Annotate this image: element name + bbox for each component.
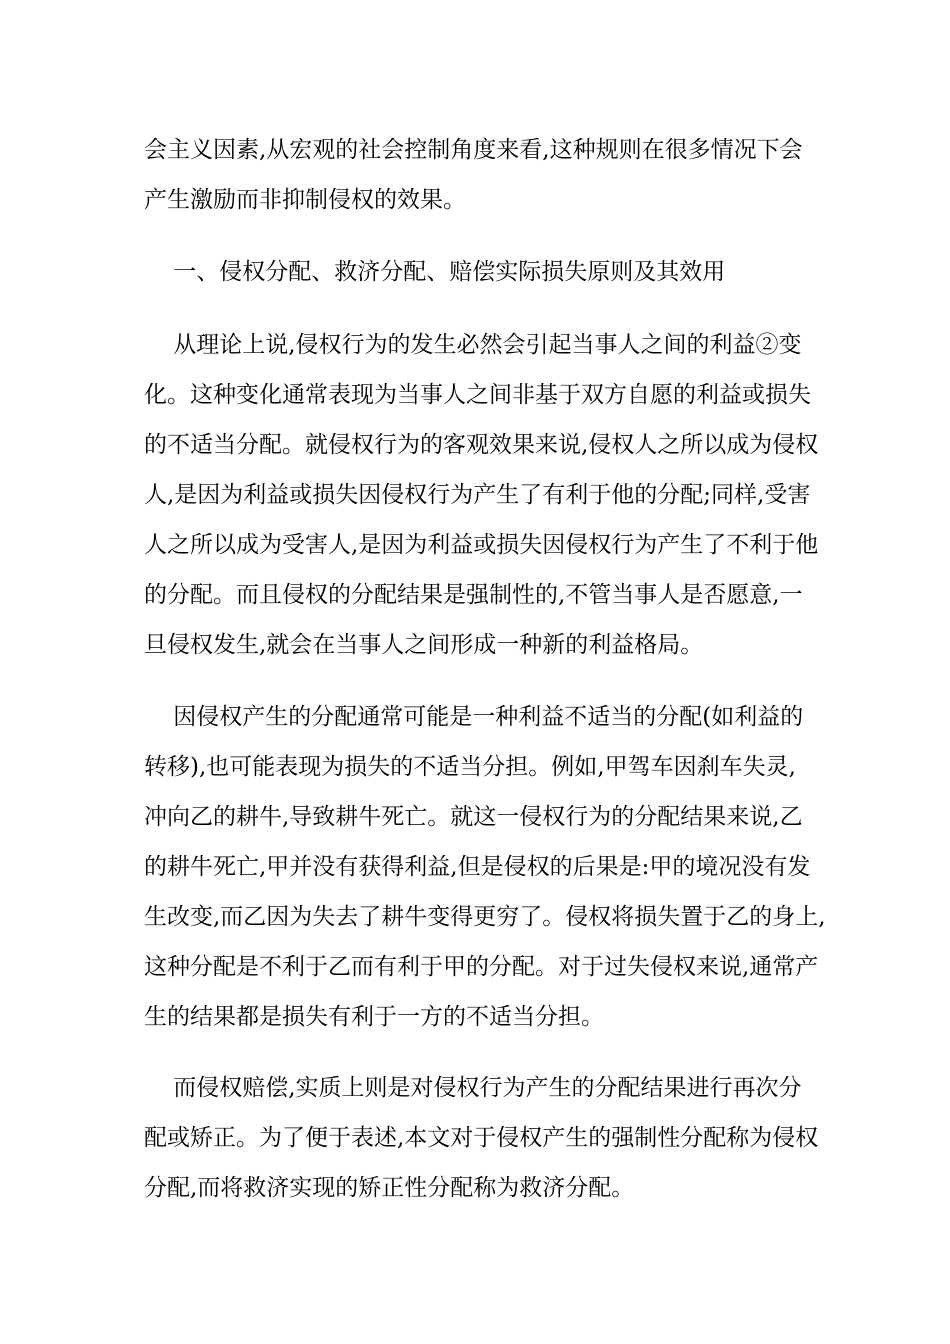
text-line: 旦侵权发生,就会在当事人之间形成一种新的利益格局。	[144, 632, 704, 658]
text-line: 生改变,而乙因为失去了耕牛变得更穷了。侵权将损失置于乙的身上,	[144, 904, 826, 930]
text-line: 生的结果都是损失有利于一方的不适当分担。	[144, 1004, 604, 1030]
text-line: 而侵权赔偿,实质上则是对侵权行为产生的分配结果进行再次分	[144, 1075, 802, 1101]
heading-line: 一、侵权分配、救济分配、赔偿实际损失原则及其效用	[144, 259, 726, 285]
paragraph-2	[144, 320, 819, 670]
paragraph-1	[144, 125, 814, 225]
text-line: 的分配。而且侵权的分配结果是强制性的,不管当事人是否愿意,一	[144, 582, 803, 608]
text-line: 人之所以成为受害人,是因为利益或损失因侵权行为产生了不利于他	[144, 532, 819, 558]
text-line: 的不适当分配。就侵权行为的客观效果来说,侵权人之所以成为侵权	[144, 432, 819, 458]
text-line: 化。这种变化通常表现为当事人之间非基于双方自愿的利益或损失	[144, 382, 811, 408]
text-line: 因侵权产生的分配通常可能是一种利益不适当的分配(如利益的	[144, 704, 804, 730]
text-line: 会主义因素,从宏观的社会控制角度来看,这种规则在很多情况下会	[144, 137, 803, 163]
text-line: 人,是因为利益或损失因侵权行为产生了有利于他的分配;同样,受害	[144, 482, 811, 508]
text-line: 产生激励而非抑制侵权的效果。	[144, 187, 466, 213]
text-line: 这种分配是不利于乙而有利于甲的分配。对于过失侵权来说,通常产	[144, 954, 819, 980]
text-line: 的耕牛死亡,甲并没有获得利益,但是侵权的后果是:甲的境况没有发	[144, 854, 811, 880]
text-line: 配或矫正。为了便于表述,本文对于侵权产生的强制性分配称为侵权	[144, 1125, 819, 1151]
text-line: 分配,而将救济实现的矫正性分配称为救济分配。	[144, 1175, 635, 1201]
section-heading	[144, 247, 814, 297]
paragraph-4	[144, 1063, 819, 1213]
paragraph-3	[144, 692, 826, 1042]
text-line: 从理论上说,侵权行为的发生必然会引起当事人之间的利益②变	[144, 332, 802, 358]
text-line: 冲向乙的耕牛,导致耕牛死亡。就这一侵权行为的分配结果来说,乙	[144, 804, 803, 830]
text-line: 转移),也可能表现为损失的不适当分担。例如,甲驾车因刹车失灵,	[144, 754, 796, 780]
